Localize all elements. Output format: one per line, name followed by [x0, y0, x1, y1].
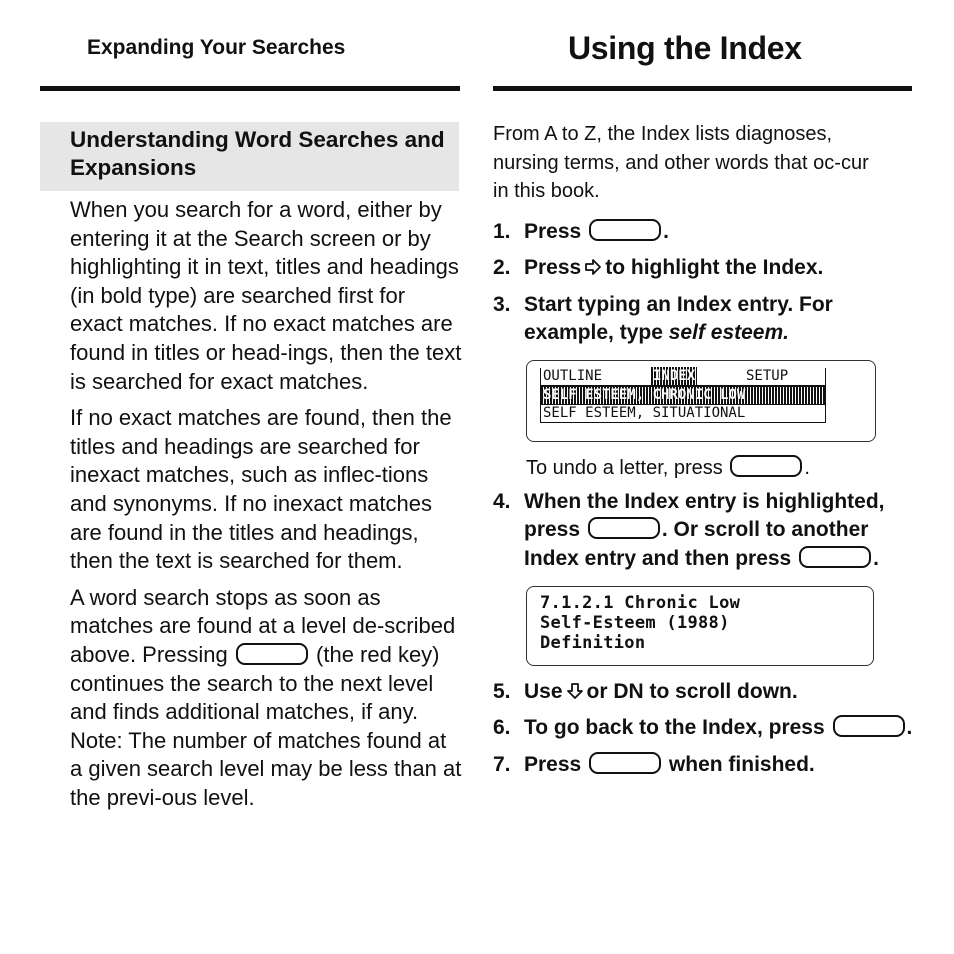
- step-6: [493, 714, 913, 743]
- step-text: Start typing an Index entry. For example, type: [524, 292, 833, 345]
- tab-outline: OUTLINE: [543, 367, 603, 384]
- blank-key-icon: [799, 546, 871, 568]
- lcd-screen-entry: [526, 586, 874, 666]
- paragraph-3: [70, 584, 462, 813]
- step-1: [493, 218, 913, 247]
- step-3: [493, 291, 913, 348]
- step-text: To go back to the Index, press: [524, 716, 825, 740]
- step-text: to highlight the Index.: [605, 256, 824, 280]
- lcd-highlighted-entry: [540, 386, 826, 405]
- step-text: .: [873, 547, 879, 571]
- lcd-screen-index: [526, 360, 876, 442]
- step-text: Press: [524, 219, 582, 243]
- blank-key-icon: [589, 219, 661, 241]
- page-title: Using the Index: [568, 30, 802, 66]
- step-number: 4.: [493, 489, 511, 513]
- step-text: . Or scroll to another Index entry and then press: [524, 518, 869, 571]
- step-7: [493, 751, 913, 780]
- header-rule-right: [493, 86, 912, 91]
- step-number: 3.: [493, 292, 511, 316]
- intro-text: From A to Z, the Index lists diagnoses, nursing terms, and other words that oc-cur in this book.: [493, 123, 869, 202]
- paragraph-3-part-a: A word search stops as soon as matches are found at a level de-scribed above. Pressing: [70, 584, 456, 667]
- step-text: When the Index entry is highlighted, press: [524, 489, 885, 542]
- step-text: Use: [524, 679, 563, 703]
- section-title: Understanding Word Searches and Expansions: [70, 127, 445, 180]
- step-number: 2.: [493, 256, 511, 280]
- step-5: [493, 678, 913, 707]
- step-number: 1.: [493, 219, 511, 243]
- paragraph-3-part-b: (the red key) continues the search to the next level and finds additional matches, if any. Note: The number of matches found at a given search level may be less than at the previ-ous level.: [70, 641, 462, 810]
- blank-key-icon: [730, 455, 802, 477]
- blank-key-icon: [589, 752, 661, 774]
- step-2: [493, 254, 913, 283]
- paragraph-1: When you search for a word, either by entering it at the Search screen or by highlighting it in text, titles and headings (in bold type) are searched first for exact matches. If no exact matches are found in titles or head-ings, then the text is searched for exact matches.: [70, 197, 462, 394]
- right-column: [493, 120, 913, 787]
- lcd-tab-row: [540, 368, 826, 386]
- undo-text: To undo a letter, press: [526, 456, 723, 479]
- hollow-right-arrow-icon: [584, 258, 602, 276]
- blank-key-icon: [833, 715, 905, 737]
- paragraph-2: If no exact matches are found, then the titles and headings are searched for inexact matches, such as inflec-tions and synonyms. If no inexact matches are found in the titles and headings, then the text is searched for them.: [70, 405, 452, 574]
- step-example: self esteem.: [668, 321, 789, 345]
- lcd-line-2: SELF ESTEEM, CHRONIC LOW: [543, 386, 746, 403]
- step-number: 7.: [493, 752, 511, 776]
- step-text: .: [663, 219, 669, 243]
- blank-key-icon: [588, 517, 660, 539]
- step-text: when finished.: [668, 752, 815, 776]
- blank-key-icon: [236, 643, 308, 665]
- undo-text: .: [804, 456, 810, 479]
- lcd-line-3: Definition: [540, 632, 646, 653]
- left-column-text: [70, 196, 462, 820]
- lcd-entry: [540, 404, 826, 423]
- tab-index: [651, 367, 697, 385]
- lcd-line-1: 7.1.2.1 Chronic Low: [540, 592, 741, 613]
- running-header: Expanding Your Searches: [87, 36, 346, 59]
- step-text: Press: [524, 752, 582, 776]
- header-rule-left: [40, 86, 460, 91]
- hollow-down-arrow-icon: [566, 682, 584, 700]
- step-text: .: [906, 716, 913, 740]
- step-number: 6.: [493, 716, 511, 740]
- step-text: Press: [524, 256, 582, 280]
- step-4: [493, 488, 913, 574]
- step-number: 5.: [493, 679, 511, 703]
- step-text: or DN to scroll down.: [586, 679, 798, 703]
- tab-index-label: INDEX: [653, 367, 696, 384]
- lcd-line-3: SELF ESTEEM, SITUATIONAL: [543, 404, 746, 421]
- tab-setup: SETUP: [746, 367, 789, 384]
- section-heading-box: [40, 122, 459, 191]
- lcd-line-2: Self-Esteem (1988): [540, 612, 730, 633]
